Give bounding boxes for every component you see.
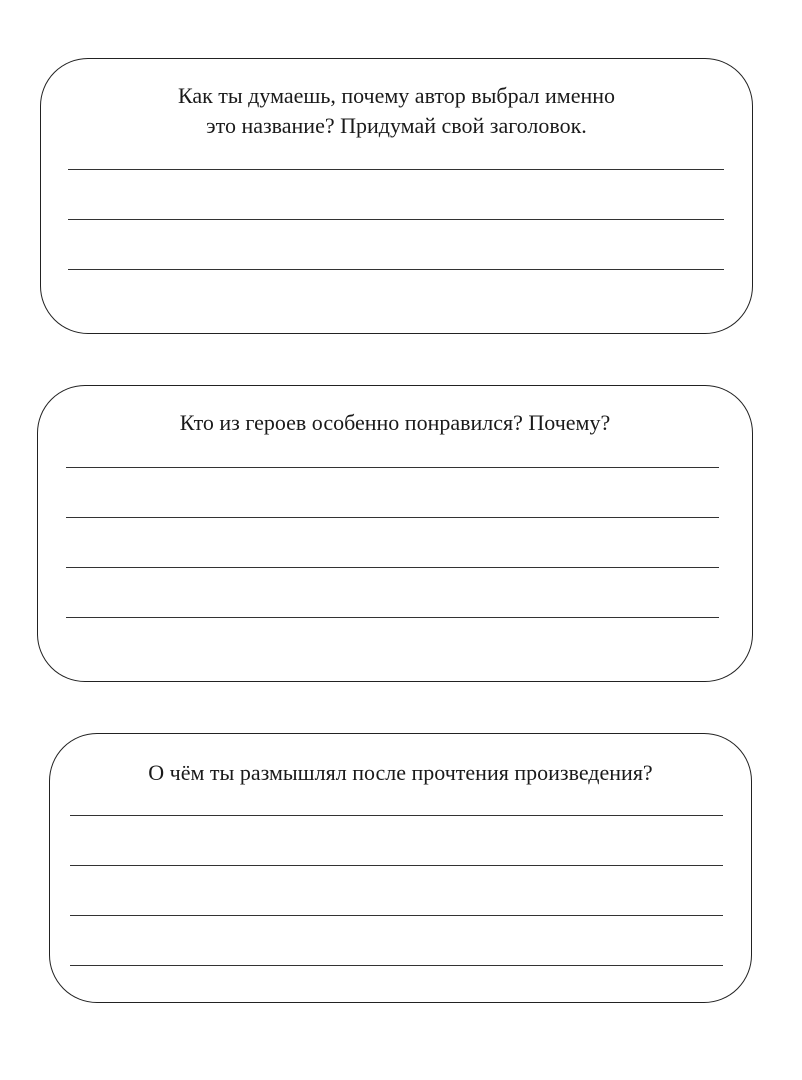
answer-line[interactable] <box>68 219 724 220</box>
question-card-title <box>40 58 753 334</box>
answer-line[interactable] <box>70 965 723 966</box>
question-prompt: Как ты думаешь, почему автор выбрал именно это название? Придумай свой заголовок. <box>177 83 616 138</box>
answer-line[interactable] <box>70 915 723 916</box>
answer-line[interactable] <box>66 467 719 468</box>
answer-line[interactable] <box>68 269 724 270</box>
question-prompt: Кто из героев особенно понравился? Почему? <box>179 410 611 435</box>
answer-line[interactable] <box>66 617 719 618</box>
question-card-reflection <box>49 733 752 1003</box>
answer-line[interactable] <box>66 567 719 568</box>
answer-line[interactable] <box>70 865 723 866</box>
answer-line[interactable] <box>68 169 724 170</box>
question-card-favorite-hero <box>37 385 753 682</box>
answer-line[interactable] <box>66 517 719 518</box>
answer-line[interactable] <box>70 815 723 816</box>
question-prompt: О чём ты размышлял после прочтения произведения? <box>148 760 653 785</box>
